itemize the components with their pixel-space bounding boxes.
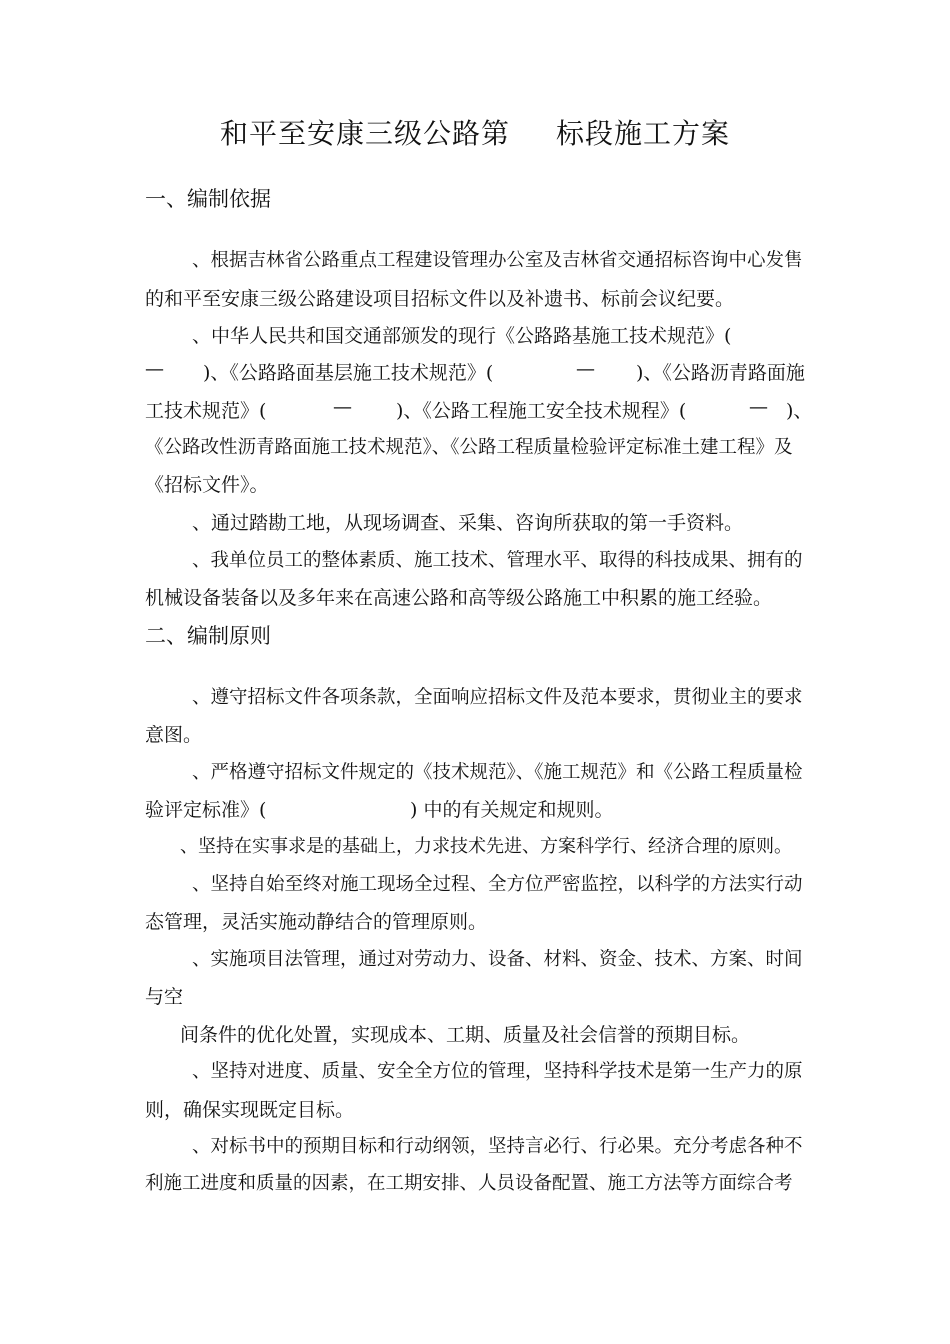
text-segment: )、《公路沥青路面施 xyxy=(636,362,805,384)
page-title xyxy=(0,112,950,152)
paragraph-line: 、严格遵守招标文件规定的《技术规范》、《施工规范》和《公路工程质量检 xyxy=(192,762,803,783)
paragraph-line: 、坚持自始至终对施工现场全过程、全方位严密监控，以科学的方法实行动 xyxy=(192,874,803,895)
paragraph-line: 间条件的优化处置，实现成本、工期、质量及社会信誉的预期目标。 xyxy=(180,1024,751,1046)
paragraph-line: 《招标文件》。 xyxy=(145,474,269,496)
paragraph-line: 、我单位员工的整体素质、施工技术、管理水平、取得的科技成果、拥有的 xyxy=(192,550,803,571)
text-segment: 验评定标准》( xyxy=(145,799,267,821)
paragraph-line: 《公路改性沥青路面施工技术规范》、《公路工程质量检验评定标准土建工程》及 xyxy=(145,437,793,458)
dash-text: — xyxy=(576,358,595,380)
text-segment: )、《公路工程施工安全技术规程》( xyxy=(396,400,687,422)
paragraph-line: 、通过踏勘工地，从现场调查、采集、咨询所获取的第一手资料。 xyxy=(192,512,744,534)
text-segment: 工技术规范》( xyxy=(145,400,267,422)
paragraph-line: 则，确保实现既定目标。 xyxy=(145,1099,355,1121)
title-part-2: 标段施工方案 xyxy=(556,117,731,150)
paragraph-line: 、坚持在实事求是的基础上，力求技术先进、方案科学行、经济合理的原则。 xyxy=(180,836,792,857)
section-heading-principles: 二、编制原则 xyxy=(145,624,271,648)
paragraph-line: 机械设备装备以及多年来在高速公路和高等级公路施工中积累的施工经验。 xyxy=(145,587,773,609)
paragraph-line: 利施工进度和质量的因素，在工期安排、人员设备配置、施工方法等方面综合考 xyxy=(145,1173,793,1194)
paragraph-line: 、根据吉林省公路重点工程建设管理办公室及吉林省交通招标咨询中心发售 xyxy=(192,250,803,271)
paragraph-line: 的和平至安康三级公路建设项目招标文件以及补遗书、标前会议纪要。 xyxy=(145,288,735,310)
dash-text: — xyxy=(333,396,352,418)
paragraph-line: 态管理，灵活实施动静结合的管理原则。 xyxy=(145,911,488,933)
paragraph-line: 、遵守招标文件各项条款，全面响应招标文件及范本要求，贯彻业主的要求 xyxy=(192,687,803,708)
section-heading-basis: 一、编制依据 xyxy=(145,187,271,211)
paragraph-line: 、对标书中的预期目标和行动纲领，坚持言必行、行必果。充分考虑各种不 xyxy=(192,1136,803,1157)
text-segment: )、 xyxy=(786,400,813,422)
dash-text: — xyxy=(145,358,164,380)
paragraph-line: 与空 xyxy=(145,986,184,1008)
paragraph-line: 、中华人民共和国交通部颁发的现行《公路路基施工技术规范》( xyxy=(192,325,732,347)
paragraph-line: 、坚持对进度、质量、安全全方位的管理，坚持科学技术是第一生产力的原 xyxy=(192,1061,803,1082)
paragraph-line: 、实施项目法管理，通过对劳动力、设备、材料、资金、技术、方案、时间 xyxy=(192,949,803,970)
title-part-1: 和平至安康三级公路第 xyxy=(219,117,510,150)
paragraph-line: 意图。 xyxy=(145,724,203,746)
text-segment: )、《公路路面基层施工技术规范》( xyxy=(203,362,494,384)
dash-text: — xyxy=(749,396,768,418)
text-segment: ) 中的有关规定和规则。 xyxy=(410,799,614,821)
